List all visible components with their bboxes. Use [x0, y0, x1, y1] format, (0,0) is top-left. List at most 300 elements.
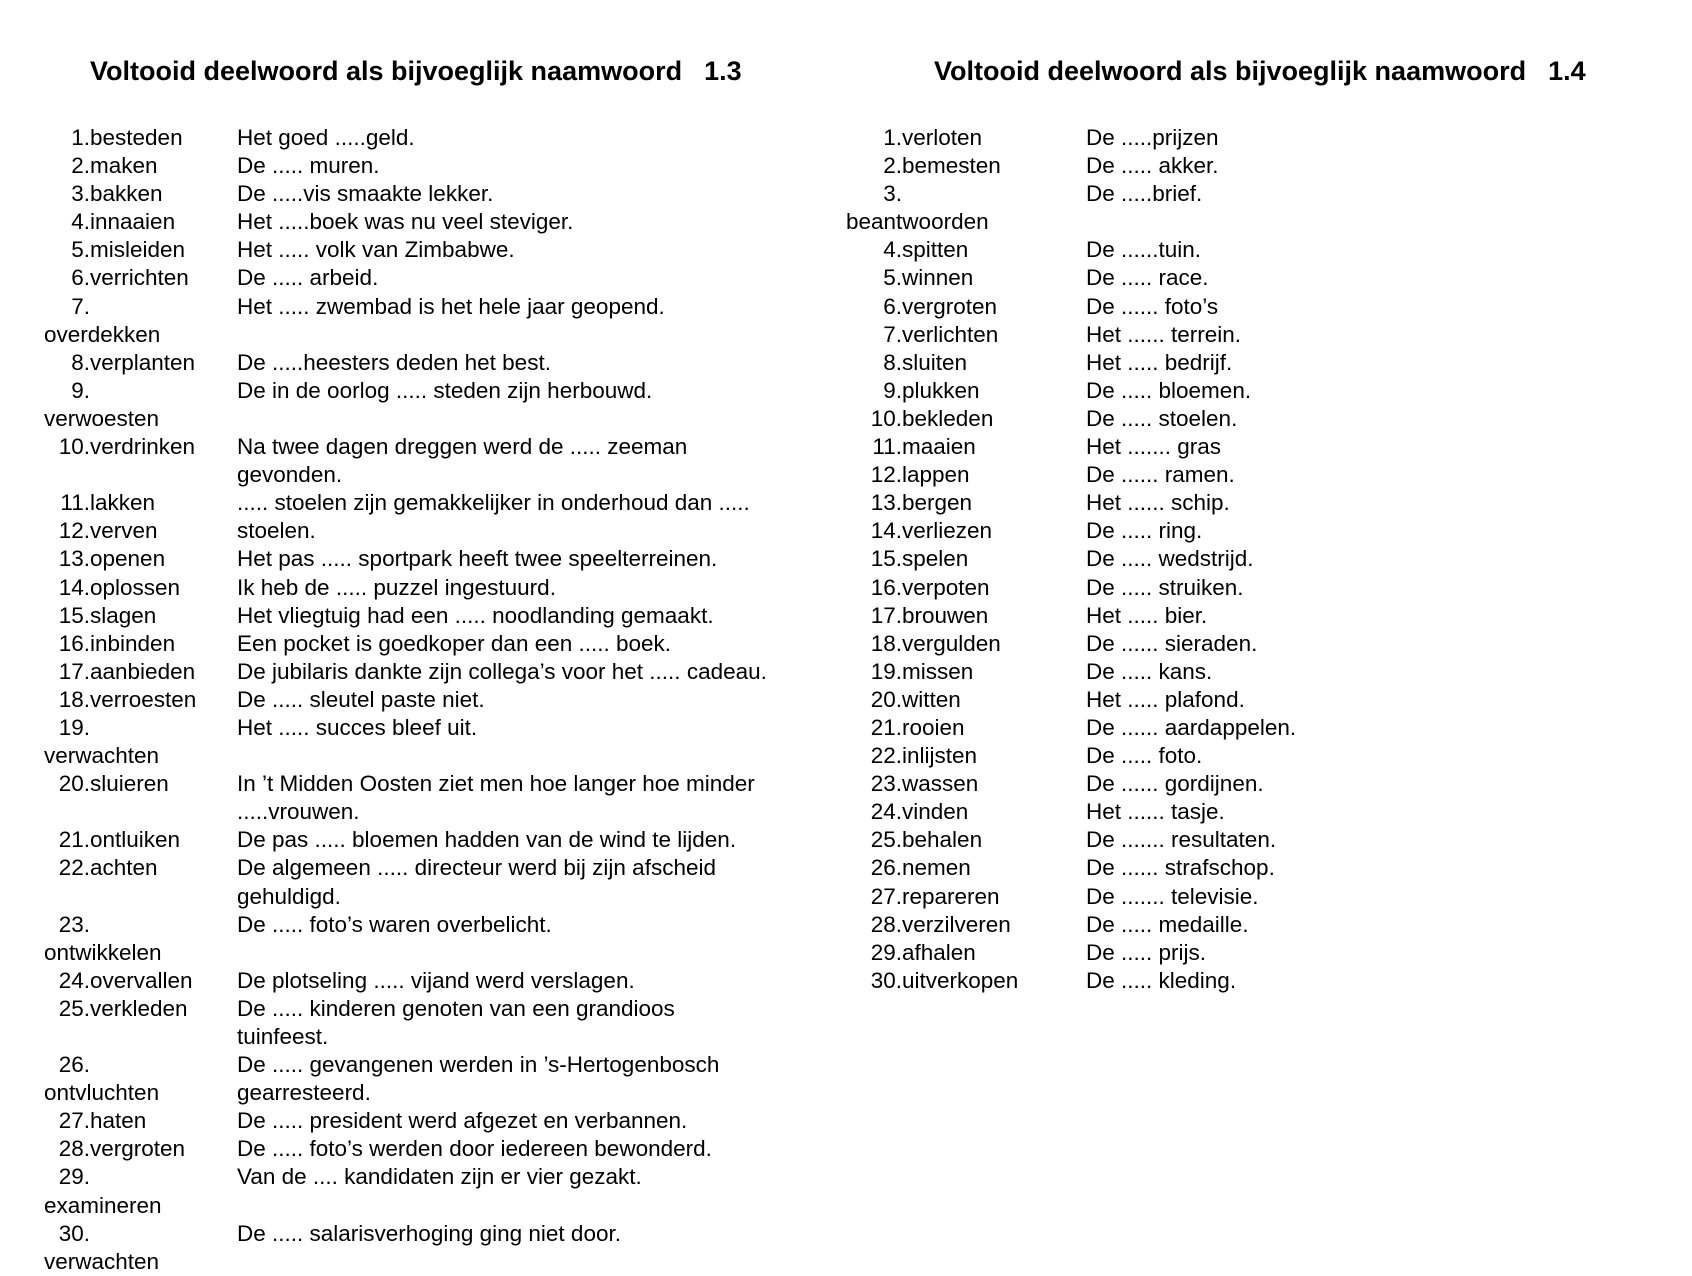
item-number: 13. — [58, 546, 90, 572]
verb-label — [44, 1051, 200, 1107]
verb-cell — [846, 321, 1026, 349]
sentence-text: De plotseling ..... vijand werd verslagen. — [237, 967, 635, 993]
exercise-list — [0, 124, 846, 1276]
sentence-cell — [200, 1051, 846, 1107]
exercise-item — [846, 124, 1692, 152]
verb-word: oplossen — [90, 574, 181, 600]
verb-word: ontwikkelen — [44, 939, 162, 965]
exercise-item — [0, 208, 846, 236]
sentence-cell — [200, 770, 846, 826]
item-number: 11. — [872, 434, 902, 460]
verb-label — [846, 321, 1026, 349]
sentence-text: Ik heb de ..... puzzel ingestuurd. — [237, 574, 556, 600]
verb-word: missen — [902, 658, 974, 684]
sentence-cell — [200, 152, 846, 180]
verb-label — [44, 433, 200, 461]
exercise-item — [0, 826, 846, 854]
verb-label — [44, 602, 200, 630]
verb-label — [44, 264, 200, 292]
exercise-item — [0, 433, 846, 489]
verb-label — [846, 967, 1026, 995]
sentence-cell — [1026, 377, 1692, 405]
sentence-text: De ..... prijs. — [1086, 939, 1207, 965]
sentence-cell — [200, 995, 846, 1051]
verb-cell — [846, 939, 1026, 967]
verb-label — [846, 686, 1026, 714]
item-number: 18. — [870, 630, 902, 656]
verb-label — [44, 180, 200, 208]
verb-cell — [0, 236, 200, 264]
exercise-item — [0, 264, 846, 292]
verb-cell — [846, 826, 1026, 854]
exercise-item — [846, 770, 1692, 798]
sentence-text: De ..... akker. — [1086, 153, 1219, 179]
verb-word: verroesten — [90, 686, 197, 712]
exercise-item — [0, 995, 846, 1051]
verb-word: afhalen — [902, 939, 976, 965]
sentence-cell — [1026, 405, 1692, 433]
item-number: 24. — [870, 799, 902, 825]
item-number: 27. — [870, 883, 902, 909]
exercise-item — [846, 939, 1692, 967]
exercise-item — [846, 517, 1692, 545]
verb-label — [44, 854, 200, 882]
item-number: 25. — [58, 995, 90, 1021]
verb-cell — [846, 517, 1026, 545]
sentence-cell — [200, 1163, 846, 1191]
sentence-cell — [1026, 939, 1692, 967]
exercise-number: 1.4 — [1548, 56, 1586, 86]
verb-word: vinden — [902, 799, 969, 825]
verb-cell — [846, 911, 1026, 939]
verb-cell — [846, 854, 1026, 882]
sentence-text: Het vliegtuig had een ..... noodlanding gemaakt. — [237, 602, 714, 628]
sentence-text: Het ..... plafond. — [1086, 686, 1245, 712]
verb-label — [846, 405, 1026, 433]
item-number: 9. — [883, 377, 902, 403]
sentence-cell — [200, 264, 846, 292]
sentence-cell — [200, 911, 846, 939]
sentence-cell — [1026, 574, 1692, 602]
sentence-cell — [200, 124, 846, 152]
item-number: 11. — [60, 490, 90, 516]
item-number: 19. — [58, 714, 90, 740]
verb-label — [846, 124, 1026, 152]
item-number: 25. — [870, 827, 902, 853]
item-number: 7. — [71, 293, 90, 319]
sentence-text: Een pocket is goedkoper dan een ..... boek. — [237, 630, 672, 656]
verb-label — [846, 349, 1026, 377]
exercise-item — [0, 489, 846, 517]
verb-label — [44, 236, 200, 264]
verb-label — [846, 798, 1026, 826]
exercise-item — [0, 854, 846, 910]
sentence-text: De ..... arbeid. — [237, 265, 379, 291]
verb-cell — [0, 1107, 200, 1135]
verb-word: spelen — [902, 546, 969, 572]
exercise-item — [846, 236, 1692, 264]
verb-cell — [846, 124, 1026, 152]
verb-label — [846, 461, 1026, 489]
sentence-text: De .....brief. — [1086, 181, 1203, 207]
sentence-cell — [200, 658, 846, 686]
sentence-text: De ...... strafschop. — [1086, 855, 1275, 881]
sentence-text: Het ....... gras — [1086, 434, 1222, 460]
sentence-text: De ..... salarisverhoging ging niet door. — [237, 1220, 621, 1246]
verb-cell — [0, 152, 200, 180]
exercise-item — [846, 602, 1692, 630]
verb-cell — [846, 545, 1026, 573]
exercise-item — [0, 1163, 846, 1219]
item-number: 28. — [870, 911, 902, 937]
sentence-text: De ..... struiken. — [1086, 574, 1244, 600]
exercise-list — [846, 124, 1692, 995]
sentence-cell — [1026, 883, 1692, 911]
sentence-text: Het ...... tasje. — [1086, 799, 1225, 825]
sentence-text: De jubilaris dankte zijn collega’s voor het ..... cadeau. — [237, 658, 767, 684]
exercise-item — [0, 574, 846, 602]
verb-word: verrichten — [90, 265, 189, 291]
verb-word: uitverkopen — [902, 967, 1019, 993]
verb-word: bekleden — [902, 405, 994, 431]
exercise-item — [846, 545, 1692, 573]
sentence-cell — [1026, 264, 1692, 292]
item-number: 30. — [58, 1220, 90, 1246]
item-number: 2. — [71, 153, 90, 179]
item-number: 10. — [58, 434, 90, 460]
verb-label — [846, 939, 1026, 967]
sentence-text: De ..... wedstrijd. — [1086, 546, 1254, 572]
sentence-text: stoelen. — [237, 518, 316, 544]
verb-cell — [0, 630, 200, 658]
verb-label — [44, 208, 200, 236]
sentence-cell — [1026, 686, 1692, 714]
exercise-item — [846, 377, 1692, 405]
exercise-item — [0, 1051, 846, 1107]
verb-word: lappen — [902, 462, 970, 488]
verb-label — [44, 1135, 200, 1163]
sentence-text: De ..... president werd afgezet en verbannen. — [237, 1108, 688, 1134]
verb-word: winnen — [902, 265, 974, 291]
item-number: 28. — [58, 1136, 90, 1162]
verb-word: repareren — [902, 883, 1000, 909]
verb-label — [846, 489, 1026, 517]
verb-cell — [0, 1220, 200, 1276]
item-number: 22. — [58, 855, 90, 881]
item-number: 17. — [870, 602, 902, 628]
verb-cell — [0, 124, 200, 152]
sentence-text: De in de oorlog ..... steden zijn herbouwd. — [237, 377, 653, 403]
item-number: 23. — [870, 771, 902, 797]
item-number: 5. — [883, 265, 902, 291]
exercise-item — [846, 714, 1692, 742]
verb-cell — [0, 349, 200, 377]
verb-label — [846, 293, 1026, 321]
verb-word: verpoten — [902, 574, 990, 600]
sentence-text: Het ..... volk van Zimbabwe. — [237, 237, 515, 263]
verb-label — [44, 686, 200, 714]
sentence-cell — [200, 574, 846, 602]
sentence-text: Het ..... bier. — [1086, 602, 1208, 628]
verb-cell — [846, 742, 1026, 770]
verb-cell — [0, 293, 200, 349]
exercise-item — [846, 630, 1692, 658]
item-number: 1. — [71, 125, 90, 150]
verb-word: verwoesten — [44, 405, 160, 431]
verb-label — [846, 602, 1026, 630]
sentence-text: De ..... kans. — [1086, 658, 1213, 684]
exercise-item — [0, 349, 846, 377]
verb-word: ontluiken — [90, 827, 181, 853]
verb-cell — [0, 433, 200, 461]
verb-cell — [0, 574, 200, 602]
verb-label — [44, 714, 200, 770]
sentence-text: Het pas ..... sportpark heeft twee speelterreinen. — [237, 546, 718, 572]
exercise-item — [0, 180, 846, 208]
verb-cell — [846, 602, 1026, 630]
sentence-continuation: gearresteerd. — [237, 1080, 371, 1106]
verb-label — [846, 658, 1026, 686]
item-number: 6. — [71, 265, 90, 291]
sentence-cell — [200, 208, 846, 236]
sentence-cell — [200, 967, 846, 995]
verb-cell — [846, 967, 1026, 995]
verb-cell — [846, 883, 1026, 911]
sentence-text: In ’t Midden Oosten ziet men hoe langer hoe minder — [237, 771, 755, 797]
sentence-cell — [200, 854, 846, 910]
verb-word: slagen — [90, 602, 157, 628]
sentence-text: De ..... gevangenen werden in ’s-Hertogenbosch — [237, 1052, 720, 1078]
verb-label — [44, 293, 200, 349]
verb-word: verdrinken — [90, 434, 196, 460]
item-number: 24. — [58, 967, 90, 993]
sentence-text: De ..... foto’s werden door iedereen bewonderd. — [237, 1136, 712, 1162]
item-number: 6. — [883, 293, 902, 319]
verb-label — [44, 995, 200, 1023]
verb-word: vergroten — [90, 1136, 186, 1162]
verb-word: overvallen — [90, 967, 193, 993]
sentence-cell — [200, 545, 846, 573]
item-number: 15. — [870, 546, 902, 572]
verb-cell — [0, 770, 200, 798]
verb-cell — [846, 405, 1026, 433]
verb-word: spitten — [902, 237, 969, 263]
exercise-item — [846, 489, 1692, 517]
item-number: 18. — [58, 686, 90, 712]
verb-cell — [0, 967, 200, 995]
sentence-cell — [200, 686, 846, 714]
item-number: 14. — [870, 518, 902, 544]
verb-label — [846, 264, 1026, 292]
sentence-cell — [200, 1220, 846, 1248]
verb-cell — [846, 658, 1026, 686]
sentence-cell — [1026, 630, 1692, 658]
sentence-cell — [1026, 770, 1692, 798]
exercise-item — [846, 180, 1692, 236]
verb-word: bergen — [902, 490, 973, 516]
exercise-item — [846, 405, 1692, 433]
sentence-text: De ...... ramen. — [1086, 462, 1235, 488]
exercise-item — [846, 293, 1692, 321]
sentence-text: De ..... foto. — [1086, 743, 1203, 769]
item-number: 3. — [883, 181, 902, 207]
verb-word: misleiden — [90, 237, 186, 263]
verb-label — [846, 854, 1026, 882]
verb-label — [44, 658, 200, 686]
verb-word: sluieren — [90, 771, 169, 797]
exercise-item — [0, 1107, 846, 1135]
exercise-item — [0, 770, 846, 826]
verb-cell — [0, 1135, 200, 1163]
sentence-cell — [200, 602, 846, 630]
item-number: 13. — [870, 490, 902, 516]
sentence-text: Van de .... kandidaten zijn er vier gezakt. — [237, 1164, 642, 1190]
verb-cell — [846, 714, 1026, 742]
exercise-item — [0, 1135, 846, 1163]
verb-cell — [846, 630, 1026, 658]
verb-word: achten — [90, 855, 158, 881]
item-number: 20. — [58, 771, 90, 797]
verb-label — [44, 1220, 200, 1276]
exercise-item — [846, 798, 1692, 826]
verb-word: beantwoorden — [846, 209, 989, 235]
sentence-cell — [1026, 854, 1692, 882]
verb-word: nemen — [902, 855, 971, 881]
verb-word: maaien — [902, 434, 976, 460]
verb-word: verzilveren — [902, 911, 1011, 937]
verb-cell — [0, 686, 200, 714]
sentence-cell — [200, 377, 846, 405]
item-number: 27. — [58, 1108, 90, 1134]
sentence-text: De ....... resultaten. — [1086, 827, 1277, 853]
verb-cell — [0, 602, 200, 630]
item-number: 4. — [883, 237, 902, 263]
sentence-text: De ...... aardappelen. — [1086, 714, 1297, 740]
verb-label — [846, 826, 1026, 854]
verb-word: wassen — [902, 771, 979, 797]
verb-label — [846, 911, 1026, 939]
verb-label — [846, 433, 1026, 461]
item-number: 29. — [870, 939, 902, 965]
verb-label — [846, 630, 1026, 658]
sentence-cell — [200, 349, 846, 377]
exercise-item — [846, 574, 1692, 602]
item-number: 5. — [71, 237, 90, 263]
item-number: 2. — [883, 153, 902, 179]
verb-word: verven — [90, 518, 158, 544]
item-number: 21. — [58, 827, 90, 853]
verb-label — [44, 967, 200, 995]
exercise-item — [846, 461, 1692, 489]
exercise-item — [846, 264, 1692, 292]
item-number: 14. — [58, 574, 90, 600]
verb-label — [44, 377, 200, 433]
exercise-item — [846, 658, 1692, 686]
sentence-text: De ..... race. — [1086, 265, 1209, 291]
item-number: 16. — [870, 574, 902, 600]
exercise-item — [0, 686, 846, 714]
verb-cell — [0, 377, 200, 433]
verb-cell — [846, 152, 1026, 180]
verb-cell — [846, 293, 1026, 321]
sentence-text: De ......tuin. — [1086, 237, 1202, 263]
verb-label — [44, 545, 200, 573]
sentence-text: De pas ..... bloemen hadden van de wind te lijden. — [237, 827, 737, 853]
sentence-continuation: gevonden. — [237, 462, 343, 488]
verb-cell — [846, 236, 1026, 264]
verb-word: verliezen — [902, 518, 993, 544]
verb-cell — [0, 826, 200, 854]
verb-cell — [0, 658, 200, 686]
exercise-item — [0, 602, 846, 630]
verb-word: examineren — [44, 1192, 162, 1218]
verb-label — [846, 714, 1026, 742]
exercise-item — [846, 349, 1692, 377]
sentence-cell — [1026, 658, 1692, 686]
verb-label — [44, 152, 200, 180]
verb-label — [846, 883, 1026, 911]
sentence-cell — [200, 180, 846, 208]
exercise-item — [846, 826, 1692, 854]
sentence-text: Het ..... zwembad is het hele jaar geopend. — [237, 293, 665, 319]
item-number: 3. — [71, 181, 90, 207]
verb-label — [44, 630, 200, 658]
verb-cell — [0, 1163, 200, 1219]
verb-cell — [0, 995, 200, 1023]
item-number: 7. — [883, 321, 902, 347]
verb-word: vergroten — [902, 293, 998, 319]
item-number: 19. — [870, 658, 902, 684]
sentence-continuation: .....vrouwen. — [237, 799, 360, 825]
item-number: 9. — [71, 377, 90, 403]
sentence-cell — [1026, 742, 1692, 770]
item-number: 26. — [58, 1052, 90, 1078]
verb-cell — [846, 461, 1026, 489]
verb-cell — [0, 180, 200, 208]
verb-label — [846, 517, 1026, 545]
exercise-item — [846, 686, 1692, 714]
sentence-cell — [1026, 826, 1692, 854]
item-number: 12. — [58, 518, 90, 544]
sentence-cell — [1026, 461, 1692, 489]
verb-cell — [0, 854, 200, 882]
verb-word: rooien — [902, 714, 965, 740]
verb-word: besteden — [90, 125, 183, 150]
item-number: 23. — [58, 911, 90, 937]
sentence-text: De ....... televisie. — [1086, 883, 1259, 909]
sentence-text: De ..... bloemen. — [1086, 377, 1252, 403]
verb-word: haten — [90, 1108, 147, 1134]
verb-cell — [0, 545, 200, 573]
sentence-cell — [200, 433, 846, 489]
verb-cell — [0, 911, 200, 967]
exercise-item — [0, 911, 846, 967]
verb-word: openen — [90, 546, 166, 572]
verb-word: vergulden — [902, 630, 1001, 656]
verb-label — [44, 826, 200, 854]
exercise-item — [846, 911, 1692, 939]
verb-word: bakken — [90, 181, 163, 207]
sentence-text: Het goed .....geld. — [237, 125, 415, 150]
exercise-item — [0, 967, 846, 995]
item-number: 8. — [71, 349, 90, 375]
item-number: 10. — [870, 405, 902, 431]
sentence-cell — [1026, 433, 1692, 461]
verb-cell — [846, 770, 1026, 798]
verb-cell — [0, 1051, 200, 1107]
sentence-cell — [200, 517, 846, 545]
verb-cell — [846, 574, 1026, 602]
